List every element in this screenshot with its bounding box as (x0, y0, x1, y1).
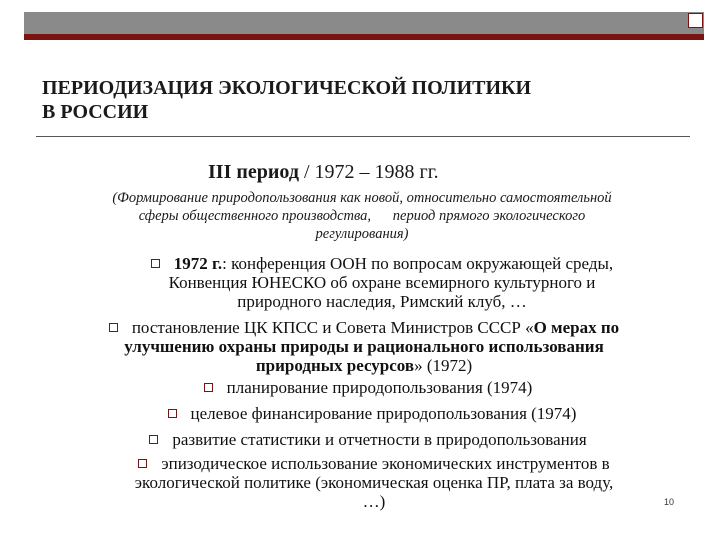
bullet-text: » (1972) (414, 356, 473, 375)
period-range: / 1972 – 1988 гг. (298, 161, 439, 183)
bullet-text: постановление ЦК КПСС и Совета Министров СССР « (131, 318, 534, 337)
corner-square-decoration (688, 13, 703, 28)
square-bullet-icon (109, 323, 118, 332)
slide-title (42, 76, 682, 124)
bullet-bold-text: природных ресурсов (255, 356, 415, 375)
bullet-text-cont: …) (362, 492, 386, 511)
bullet-item-1972 (82, 254, 682, 311)
bullet-text-cont: экологической политике (экономическая оценка ПР, плата за воду, (134, 473, 614, 492)
bullet-text: планирование природопользования (1974) (226, 378, 533, 397)
square-bullet-icon (168, 409, 177, 418)
bullet-text: : конференция ООН по вопросам окружающей среды, (222, 254, 614, 273)
bullet-bold-text: О мерах по (533, 318, 620, 337)
slide-title-line-2: В РОССИИ (42, 101, 149, 123)
bullet-item-resolution (54, 318, 674, 375)
slide-title-line-1: ПЕРИОДИЗАЦИЯ ЭКОЛОГИЧЕСКОЙ ПОЛИТИКИ (42, 77, 532, 99)
bullet-item-financing (112, 404, 632, 423)
bullet-year: 1972 г. (173, 254, 223, 273)
subtitle-line-1: (Формирование природопользования как новой, относительно самостоятельной (112, 190, 612, 206)
period-heading (208, 160, 528, 184)
period-label: III период (208, 161, 299, 183)
bullet-text: эпизодическое использование экономических инструментов в (161, 454, 610, 473)
bullet-item-instruments (74, 454, 674, 511)
period-subtitle (48, 189, 676, 243)
subtitle-line-2: сферы общественного производства, период прямого экологического (138, 208, 586, 224)
bullet-text-cont: Конвенция ЮНЕСКО об охране всемирного культурного и (168, 273, 596, 292)
subtitle-line-3: регулирования) (315, 226, 409, 242)
bullet-item-statistics (98, 430, 638, 449)
square-bullet-icon (204, 383, 213, 392)
square-bullet-icon (138, 459, 147, 468)
top-decorative-bar (24, 12, 704, 40)
bullet-text: целевое финансирование природопользования (1974) (190, 404, 577, 423)
square-bullet-icon (151, 259, 160, 268)
bullet-item-planning (158, 378, 578, 397)
bullet-bold-text: улучшению охраны природы и рационального использования (124, 337, 604, 356)
bullet-text: развитие статистики и отчетности в природопользования (172, 430, 587, 449)
title-divider (36, 136, 690, 137)
square-bullet-icon (149, 435, 158, 444)
page-number: 10 (664, 497, 675, 507)
bullet-text-cont: природного наследия, Римский клуб, … (237, 292, 527, 311)
